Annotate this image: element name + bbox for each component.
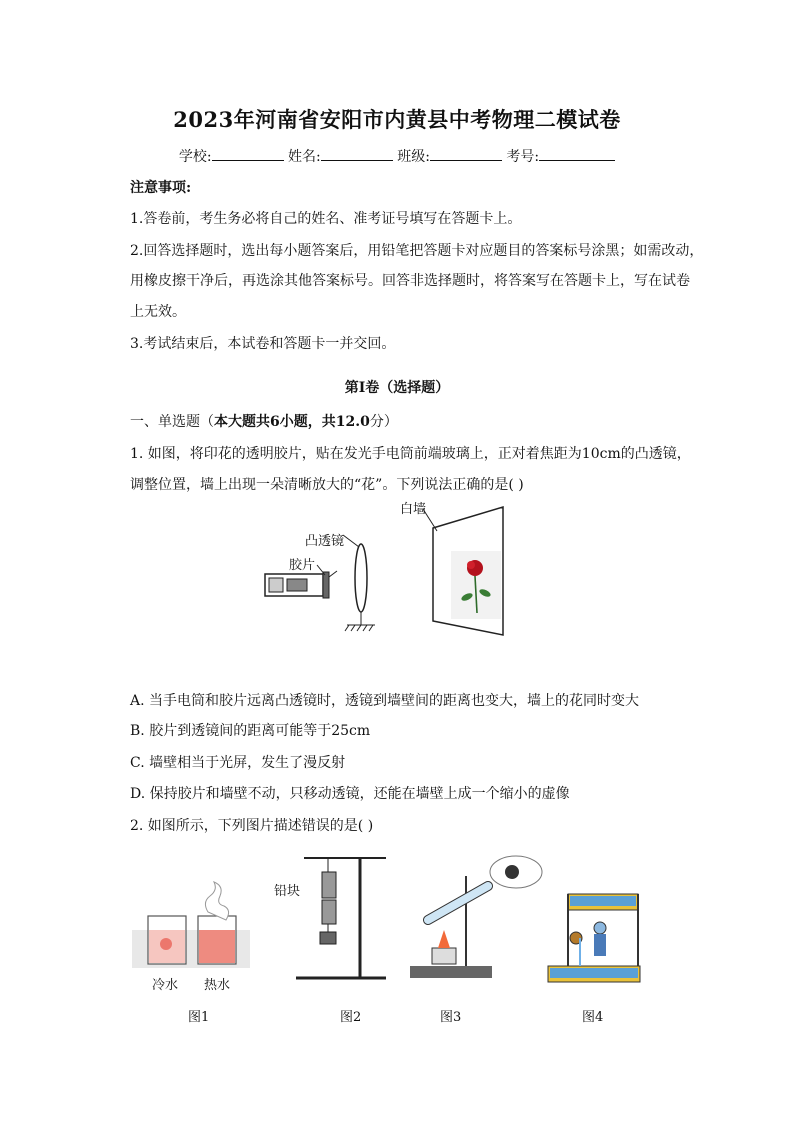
number-blank[interactable]: [539, 146, 615, 161]
section-heading-prefix: 一、单选题（: [130, 414, 214, 430]
fig3-label: 图3: [440, 1010, 462, 1025]
white-wall-icon: [423, 507, 503, 635]
convex-lens-icon: [345, 544, 375, 631]
notice-item-1: 1.答卷前，考生务必将自己的姓名、准考证号填写在答题卡上。: [130, 211, 522, 227]
q1-figure: [255, 495, 515, 645]
beakers-icon: [132, 882, 250, 968]
q1-stem-line1: 1. 如图，将印花的透明胶片，贴在发光手电筒前端玻璃上，正对着焦距为10cm的凸透镜，: [130, 446, 691, 462]
cold-water-label: 冷水: [152, 978, 179, 993]
q2-figures: [128, 838, 658, 1038]
section-heading: [130, 411, 398, 431]
fig2-label: 图2: [340, 1010, 362, 1025]
hot-water-label: 热水: [204, 978, 231, 993]
notice-item-3: 3.考试结束后，本试卷和答题卡一并交回。: [130, 336, 396, 352]
number-label: 考号:: [506, 149, 540, 165]
q2-stem: 2. 如图所示，下列图片描述错误的是( ): [130, 818, 374, 834]
fig4-label: 图4: [582, 1010, 604, 1025]
lead-block-stand-icon: [296, 858, 386, 978]
class-blank[interactable]: [430, 146, 502, 161]
school-label: 学校:: [178, 149, 212, 165]
name-blank[interactable]: [321, 146, 393, 161]
section-heading-bold: 本大题共6小题，共12.0: [214, 414, 370, 430]
name-label: 姓名:: [288, 149, 321, 165]
water-wheel-machine-icon: [548, 894, 640, 982]
q1-option-c[interactable]: C. 墙壁相当于光屏，发生了漫反射: [130, 755, 346, 771]
lead-block-label: 铅块: [274, 884, 301, 899]
section-title: 第Ⅰ卷（选择题）: [344, 380, 450, 396]
q1-option-d[interactable]: D. 保持胶片和墙壁不动，只移动透镜，还能在墙壁上成一个缩小的虚像: [130, 786, 570, 802]
page-title: 2023年河南省安阳市内黄县中考物理二模试卷: [173, 107, 621, 132]
wall-label: 白墙: [400, 502, 427, 517]
student-info-line: [0, 146, 794, 166]
school-blank[interactable]: [212, 146, 284, 161]
test-tube-burner-icon: [410, 856, 542, 978]
section-heading-suffix: 分）: [369, 414, 398, 430]
q1-stem-line2: 调整位置，墙上出现一朵清晰放大的“花”。下列说法正确的是( ): [130, 477, 524, 493]
flashlight-icon: [265, 571, 337, 598]
notice-item-2-end: 上无效。: [130, 304, 186, 320]
notice-item-2: 2.回答选择题时，选出每小题答案后，用铅笔把答题卡对应题目的答案标号涂黑；如需改动，: [130, 243, 704, 259]
class-label: 班级:: [397, 149, 430, 165]
lens-label: 凸透镜: [305, 534, 345, 549]
notice-item-2-cont: 用橡皮擦干净后，再选涂其他答案标号。回答非选择题时，将答案写在答题卡上，写在试卷: [130, 273, 690, 289]
q1-option-a[interactable]: A. 当手电筒和胶片远离凸透镜时，透镜到墙壁间的距离也变大，墙上的花同时变大: [130, 693, 640, 709]
film-label: 胶片: [289, 558, 316, 573]
fig1-label: 图1: [188, 1010, 210, 1025]
q1-option-b[interactable]: B. 胶片到透镜间的距离可能等于25cm: [130, 723, 371, 739]
notice-heading: 注意事项:: [130, 180, 192, 196]
